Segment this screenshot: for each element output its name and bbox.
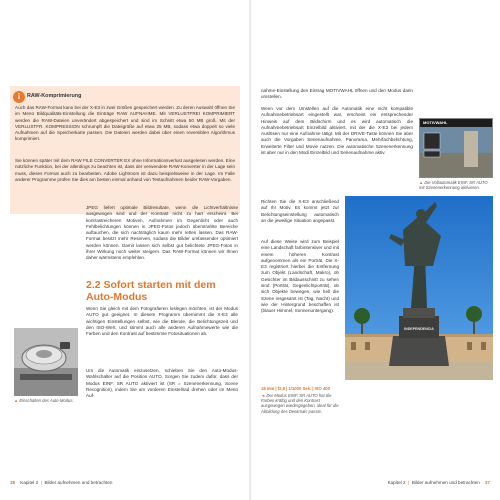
info-circle-icon: i [13, 91, 25, 103]
camera-screen-photo [419, 118, 493, 178]
photo-exif: 18 mm | f2,8 | 1/1000 Sek. | ISO 400 [261, 386, 330, 391]
caption-triangle-icon: ▲ [14, 398, 19, 403]
intro-paragraph: JPEG liefert optimale Bildresultate, wenn die Lichtverhältnisse ausgewogen sind und der Kontrast nicht zu hart erscheint. Bei kontrastreicheren Motiven, Aufnahmen im Gegenlicht oder auch Fehlbelichtungen können in JPEG-Fotos jedoch überstrahlte Bereiche auftauchen, die sich nachträglich kaum mehr retten lassen. Das RAW-Format besitzt mehr Reserven, sodass die Bilder umfassender optimiert werden können. Damit lassen sich selbst gut belichtete JPEG-Fotos in ihrer Wirkung noch weiter steigern. Das RAW-Format können wir Ihnen daher wärmstens empfehlen. [86, 205, 238, 261]
right-page [251, 0, 500, 500]
screen-label: MOTIVWAHL [423, 120, 448, 125]
right-footer: Kapitel 2 | Bilder aufnehmen und betrachten 37 [387, 480, 490, 485]
right-footer-chapter: Kapitel 2 [387, 480, 406, 485]
tip-box [10, 86, 240, 214]
left-page-number: 38 [10, 480, 16, 485]
camera-dial-photo [14, 328, 78, 396]
tip-title: RAW-Komprimierung [27, 93, 82, 99]
camera-screen-illustration [420, 119, 492, 177]
monument-illustration [345, 196, 493, 380]
right-footer-title: Bilder aufnehmen und betrachten [411, 480, 480, 485]
caption-triangle-icon: ◄ [261, 393, 266, 398]
section-paragraph-1: Wenn Sie gleich mit dem Fotografieren loslegen möchten, ist der Modus AUTO gut geeignet. In diesem Programm übernimmt die X-E3 alle wichtigen Einstellungen selbst, wie die Blende, die Belichtungszeit und den ISO-Wert, und stimmt auch alle anderen Aufnahmewerte wie die Farben und den Kontrast auf bestimmte Fotosituationen ab. [86, 306, 238, 337]
left-page [0, 0, 249, 500]
camera-caption: ▲ Einschalten des Auto-Modus. [14, 398, 74, 403]
section-paragraph-2: Um die Automatik einzusetzen, schieben Sie den Auto-Modus-Wahlschalter auf die Position AUTO. Sorgen Sie zudem dafür, dass der Modus EINF. SR AUTO aktiviert ist (SR = Szenenerkennung, Scene Recognition), indem Sie am vorderen Einstellrad drehen oder im Menü Auf- [86, 368, 238, 399]
monument-sign: INDEPENDENCIA [404, 327, 434, 331]
left-footer-chapter: Kapitel 2 [20, 480, 39, 485]
left-footer: 38 Kapitel 2 | Bilder aufnehmen und betrachten [10, 480, 113, 485]
camera-dial-illustration [14, 328, 78, 396]
left-footer-title: Bilder aufnehmen und betrachten [44, 480, 113, 485]
right-paragraph-4: Auf diese Weise wird zum Beispiel eine Landschaft farbintensiver und mit einem höheren Kontrast aufgenommen als ein Porträt. Die X-E3 registriert hierbei die Entfernung zum Objekt (Landschaft, Makro), ob Gesichter im Bildausschnitt zu sehen sind (Porträt, Gegenlichtporträt), ob sich Objekte bewegen, wie hell die Szene insgesamt ist (Tag, Nacht) und wie der Hintergrund beschaffen ist (blauer Himmel, Sonnenuntergang). [261, 239, 339, 314]
right-top-paragraph: nahme-Einstellung den Eintrag MOTIVWAHL öffnen und den Modus darin umstellen. [261, 88, 413, 100]
right-page-number: 37 [484, 480, 490, 485]
tip-paragraph-2: Sie können später mit dem RAW FILE CONVERTER EX ohne Informationsverlust ausgelesen werden. Eine nützliche Funktion, bei der allerdings zu beachten ist, dass der verwendete RAW-Konverter in der Lage sein muss, dieses Format auch zu bearbeiten. Adobe Lightroom ist dazu beispielsweise in der Lage. Im Falle anderer Programme prüfen Sie dies am besten einmal anhand von Testaufnahmen beider RAW-Vorgaben. [15, 158, 235, 182]
right-paragraph-2: Wenn vor dem Umstellen auf die Automatik eine nicht kompatible Aufnahmebetriebsart eingestellt war, erscheint ein entsprechender Hinweis auf dem Bildschirm und es wird automatisch die Aufnahmebetriebsart Einzelbild aktiviert, mit der die X-E3 bei jedem Auslösen nur eine Aufnahme tätigt. Mit der DRIVE-Taste können Sie aber auch die Vorgaben Serienaufnahme, Panorama, Mehrfachbelichtung, Erweiterte Filter und Movie nutzen. Die automatische Szenenerkennung ist aber nur in den Modi Einzelbild und Serienaufnahme aktiv. [261, 106, 413, 156]
monument-photo [345, 196, 493, 380]
tip-paragraph-1: Auch das RAW-Format kann bei der X-E3 in zwei Größen gespeichert werden. Zu deren Auswahl öffnen Sie im Menü Bildqualitäts-Einstellung die Einträge RAW AUFNAHME. Mit VERLUSTFREI KOMPRIMIERT werden die RAW-Dateien unverändert abgespeichert und sind im Schnitt etwa 50 MB groß. Mit der VERLUSTFR. KOMPRESSION schrumpft die Dateigröße auf etwa 25 MB, sodass etwa doppelt so viele Aufnahmen auf die Speicherkarte passen. Die Dateien werden dabei über einen reversiblen Algorithmus komprimiert. [15, 105, 235, 142]
caption-triangle-icon: ▲ [419, 180, 424, 185]
section-heading: 2.2 Sofort starten mit dem Auto-Modus [86, 279, 216, 303]
screen-caption: ▲ Die Vollautomatik EINF. SR AUTO mit Szenenerkennung aktivieren. [419, 180, 488, 191]
right-paragraph-3: Richten Sie die X-E3 anschließend auf Ihr Motiv. Es kommt jetzt zur Belichtungseinstellung automatisch an die jeweilige Situation angepasst. [261, 199, 339, 223]
photo-caption: ◄ Der Modus EINF. SR AUTO hat die Farben kräftig und den Kontrast ausgewogen wiedergegeben, ideal für die Abbildung des Denkmals passte. [261, 393, 339, 414]
